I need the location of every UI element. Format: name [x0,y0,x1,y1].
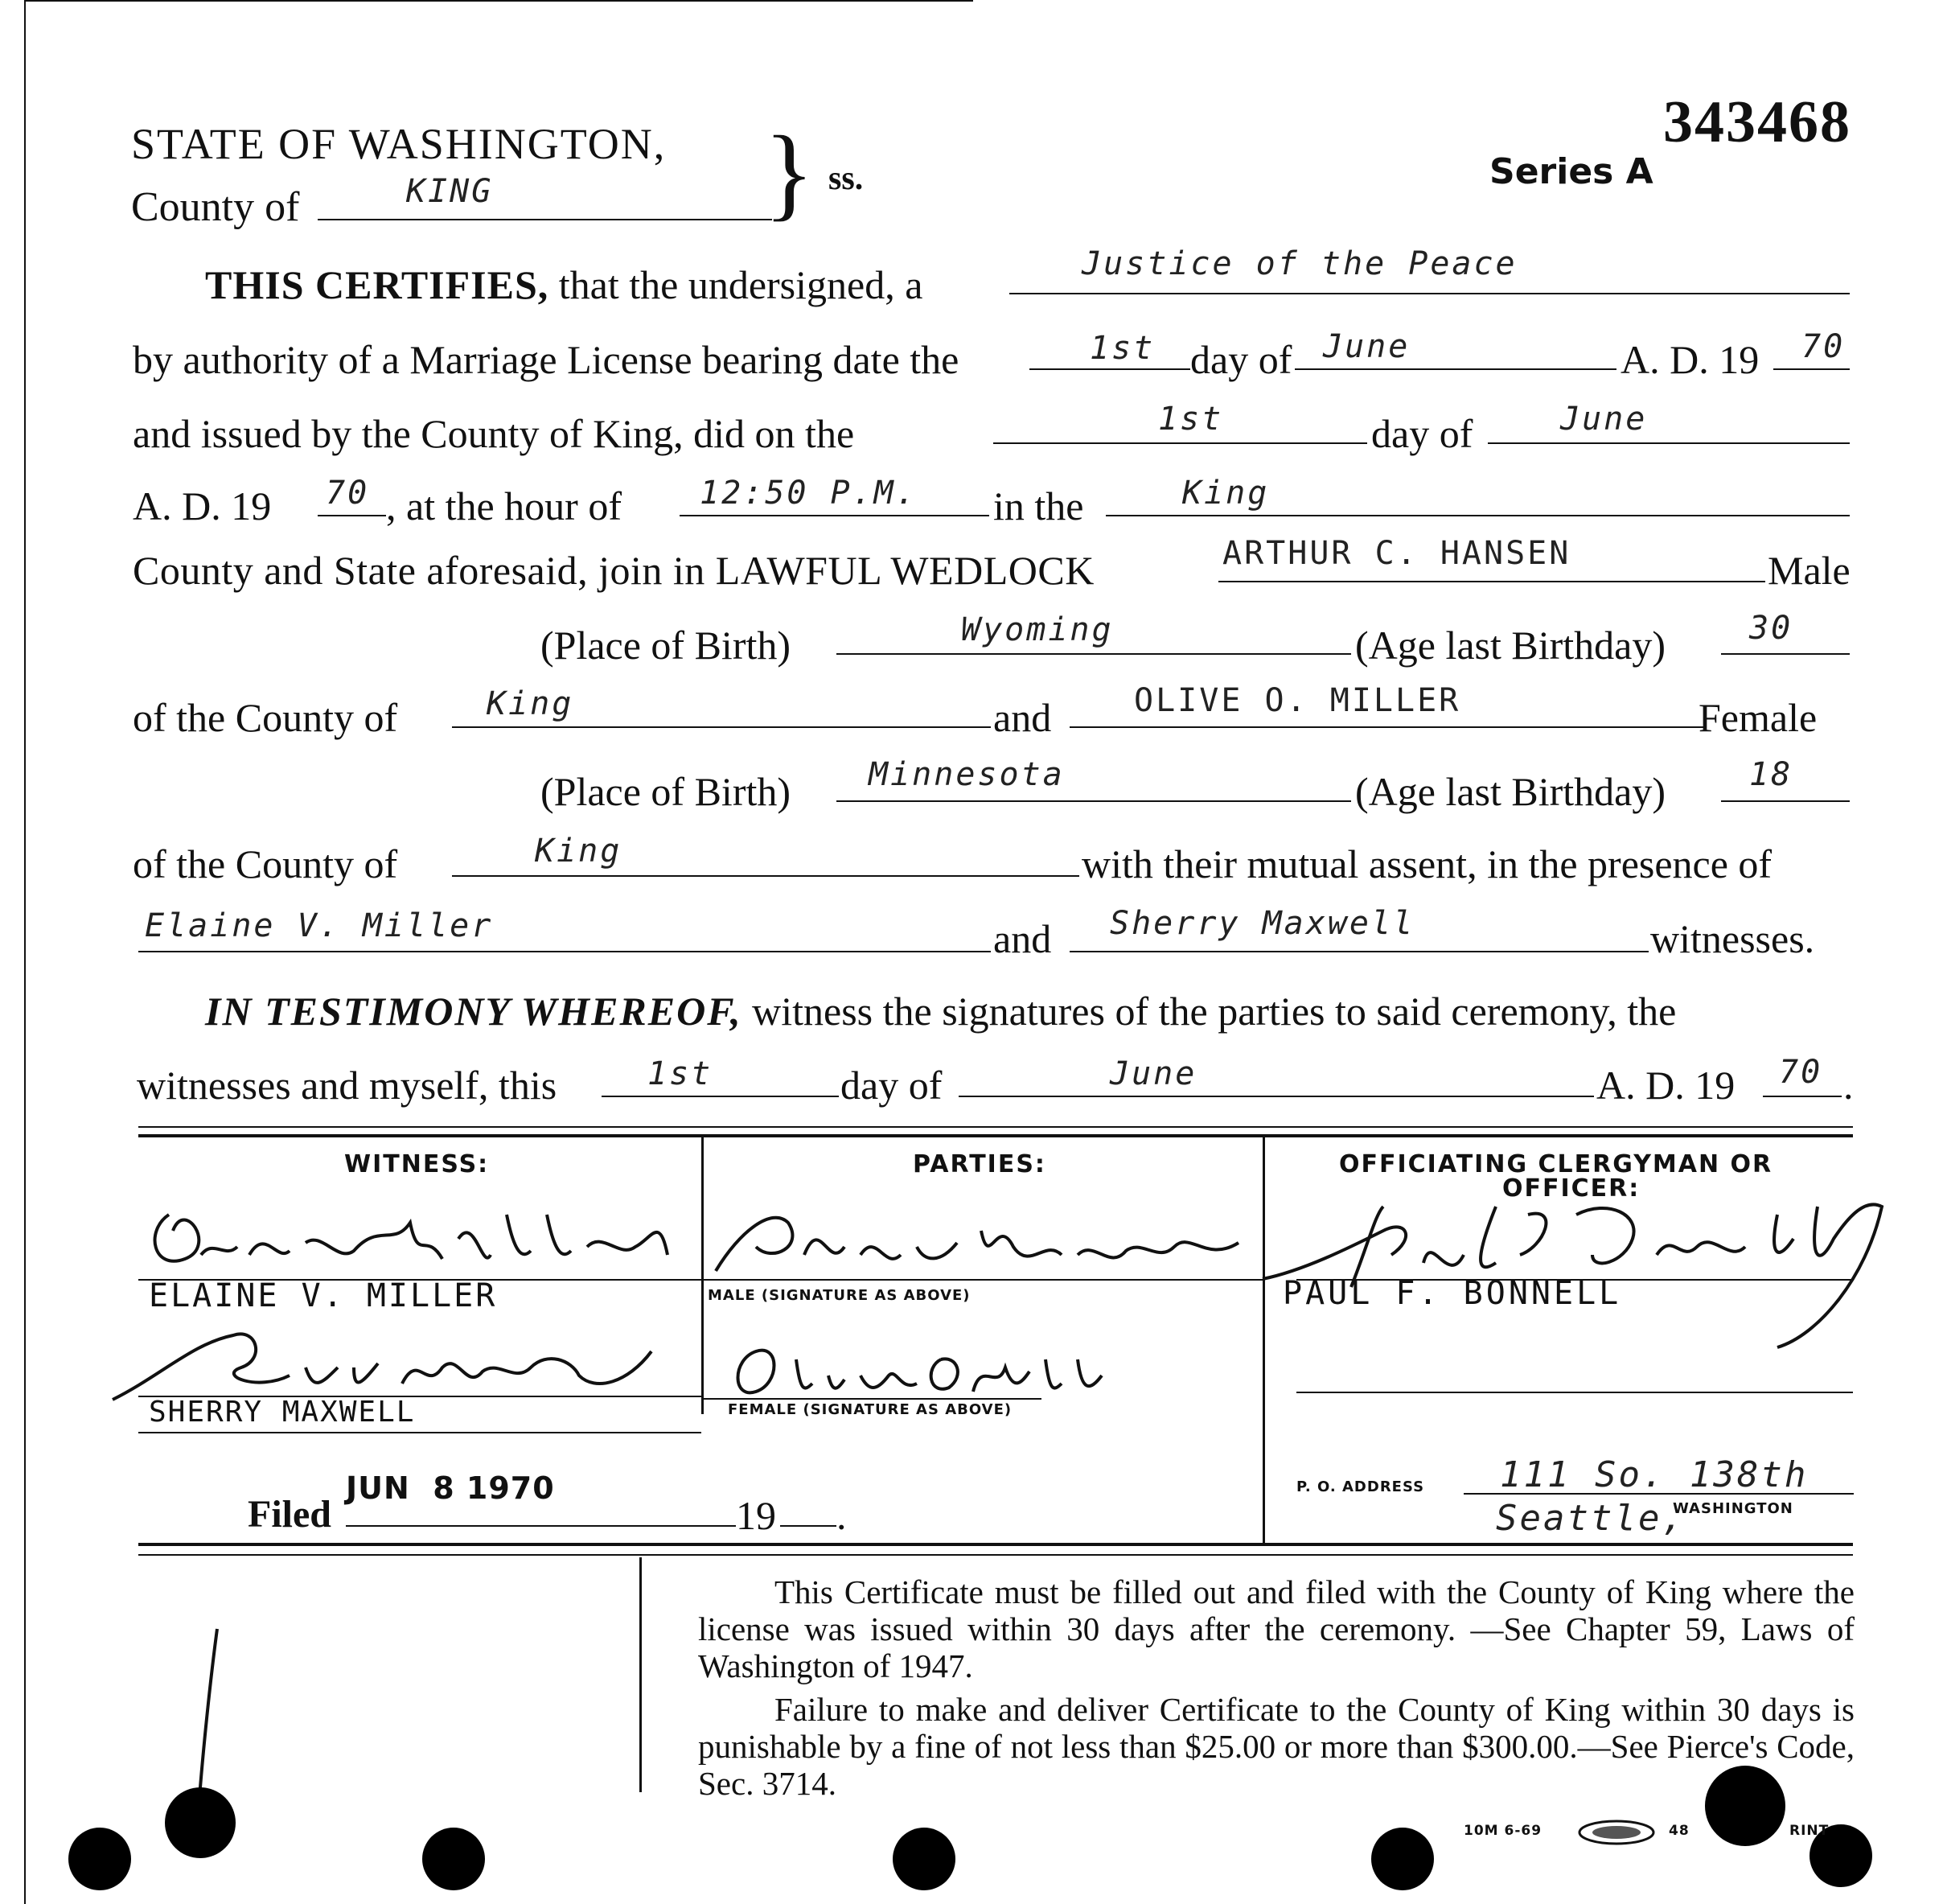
certifies-lead: THIS CERTIFIES, [205,262,549,307]
groom-county-line [452,726,991,728]
license-line-a: by authority of a Marriage License bearing date the [133,337,959,382]
testimony-day-line [602,1096,839,1097]
punch-hole-2 [165,1787,236,1858]
testimony-text: witness the signatures of the parties to said ceremony, the [752,989,1677,1034]
filed-top-rule [138,1432,701,1433]
testimony-month: June [1110,1055,1197,1092]
and-label: and [993,695,1052,740]
groom-county: King [487,685,574,722]
brace: } [764,115,815,231]
hour-line-a: A. D. 19 [133,483,272,528]
bride-name-line [1070,726,1705,728]
sig-block-top-rule-2 [138,1134,1853,1137]
bride-name: OLIVE O. MILLER [1134,682,1461,719]
punch-hole-1 [68,1828,131,1890]
state-heading: STATE OF WASHINGTON, [131,120,667,168]
groom-age-label: (Age last Birthday) [1355,623,1666,668]
punch-hole-4 [893,1828,955,1890]
county-value: KING [406,173,494,210]
bride-county: King [535,833,622,870]
bride-age: 18 [1749,756,1793,793]
myself-line-a: witnesses and myself, this [137,1063,557,1108]
hour-line-c: in the [993,483,1084,528]
certificate-number: 343468 [1663,89,1851,155]
witness2-name: Sherry Maxwell [1110,905,1415,942]
myself-line-c: A. D. 19 [1596,1063,1736,1108]
witness-header: WITNESS: [344,1150,490,1178]
testimony-month-line [959,1096,1594,1097]
filed-line [346,1525,736,1527]
filed-stamp: JUN 8 1970 [346,1470,555,1506]
ceremony-day-line [993,442,1367,444]
groom-pob: Wyoming [961,611,1114,648]
bottom-rule-1 [138,1543,1853,1546]
witness1-signature [137,1182,692,1287]
ceremony-year-line [318,515,386,516]
groom-age: 30 [1749,610,1793,647]
ceremony-day: 1st [1158,401,1224,438]
officer-header-2: OFFICER: [1502,1174,1641,1203]
bottom-rule-2 [138,1554,1853,1556]
officer-signature [1255,1182,1898,1351]
license-year: 70 [1801,328,1846,365]
notes-divider [639,1557,642,1792]
officer-printed: PAUL F. BONNELL [1283,1275,1622,1312]
witnesses-label: witnesses. [1650,916,1815,961]
parties-header: PARTIES: [913,1150,1046,1178]
groom-county-label: of the County of [133,695,398,740]
license-month: June [1323,328,1411,365]
po-city: Seattle, [1496,1498,1686,1539]
officer-extra-line [1296,1392,1853,1393]
bride-age-label: (Age last Birthday) [1355,769,1666,814]
groom-name: ARTHUR C. HANSEN [1222,535,1571,572]
union-label-icon [1576,1816,1657,1848]
certifies-line [205,261,922,308]
note-filing: This Certificate must be filled out and filed with the County of King where the license was issued within 30 days after the ceremony. —See Chapter 59, Laws of Washington of 1947. [698,1573,1855,1684]
assent-text: with their mutual assent, in the presence of [1082,841,1773,886]
testimony-line [205,988,1676,1034]
ceremony-county-line [1106,515,1850,516]
hour-line [680,515,989,516]
witness1-name: Elaine V. Miller [145,907,494,944]
officiant-line [1009,293,1850,294]
female-signature [724,1335,1110,1408]
filed-19: 19 [736,1493,776,1538]
filed-period: . [836,1493,847,1538]
ceremony-line-b: day of [1371,411,1473,456]
ceremony-month: June [1560,401,1648,438]
female-label: Female [1699,695,1818,740]
county-line [318,219,772,220]
filed-label: Filed [248,1493,331,1536]
punch-hole-6 [1705,1766,1785,1846]
print-num: 48 [1669,1823,1690,1839]
bride-pob-label: (Place of Birth) [540,769,791,814]
county-label: County of [131,184,300,230]
filed-year-line [780,1525,836,1527]
po-state: WASHINGTON [1673,1500,1793,1517]
license-year-line [1773,368,1850,370]
license-line-c: A. D. 19 [1621,337,1760,382]
testimony-lead: IN TESTIMONY WHEREOF, [205,989,742,1034]
sig-divider-1 [701,1137,704,1414]
male-caption: MALE (SIGNATURE AS ABOVE) [708,1287,971,1304]
license-day: 1st [1090,330,1156,367]
groom-pob-line [836,653,1351,655]
officer-header-1: OFFICIATING CLERGYMAN OR [1339,1150,1773,1178]
groom-age-line [1721,653,1850,655]
left-page-edge [24,0,26,1904]
note-penalty: Failure to make and deliver Certificate to the County of King within 30 days is punishable by a fine of not less than $25.00 or more than $300.00.—See Pierce's Code, Sec. 3714. [698,1691,1855,1802]
male-signature [708,1199,1255,1279]
witness-and: and [993,916,1052,961]
bride-age-line [1721,800,1850,802]
ss-label: ss. [828,160,864,197]
license-day-line [1029,368,1190,370]
witness1-line [138,951,991,952]
po-street: 111 So. 138th [1500,1454,1809,1495]
punch-hole-3 [422,1828,485,1890]
ceremony-line-a: and issued by the County of King, did on the [133,411,855,456]
myself-line-d: . [1843,1063,1854,1108]
ceremony-hour: 12:50 P.M. [700,475,918,512]
ceremony-month-line [1488,442,1850,444]
top-page-edge [24,0,973,2]
officiant-title: Justice of the Peace [1082,245,1518,282]
bride-county-label: of the County of [133,841,398,886]
sig-block-top-rule-1 [138,1126,1853,1128]
witness2-signature [97,1319,659,1408]
hour-line-b: , at the hour of [386,483,622,528]
female-caption: FEMALE (SIGNATURE AS ABOVE) [728,1401,1013,1418]
ceremony-year: 70 [326,475,370,512]
witness2-printed: SHERRY MAXWELL [149,1396,416,1429]
punch-hole-5 [1371,1828,1434,1890]
wedlock-line-a: County and State aforesaid, join in LAWFUL WEDLOCK [133,548,1095,593]
license-line-b: day of [1190,337,1292,382]
witness2-line [1070,951,1649,952]
bride-county-line [452,875,1079,877]
series-label: Series A [1489,151,1653,192]
bride-pob-line [836,800,1351,802]
testimony-year: 70 [1779,1054,1823,1091]
male-label: Male [1768,548,1851,593]
myself-line-b: day of [840,1063,943,1108]
print-end: RINT [1789,1823,1830,1839]
groom-name-line [1218,581,1765,582]
witness1-printed: ELAINE V. MILLER [149,1277,498,1314]
po-label: P. O. ADDRESS [1296,1478,1425,1495]
testimony-day: 1st [647,1055,713,1092]
ceremony-county: King [1182,475,1270,512]
print-code: 10M 6-69 [1464,1823,1542,1839]
testimony-year-line [1763,1096,1842,1097]
groom-pob-label: (Place of Birth) [540,623,791,668]
license-month-line [1295,368,1616,370]
male-sig-line [704,1279,1263,1281]
certifies-text: that the undersigned, a [558,262,923,307]
bride-pob: Minnesota [869,756,1065,793]
